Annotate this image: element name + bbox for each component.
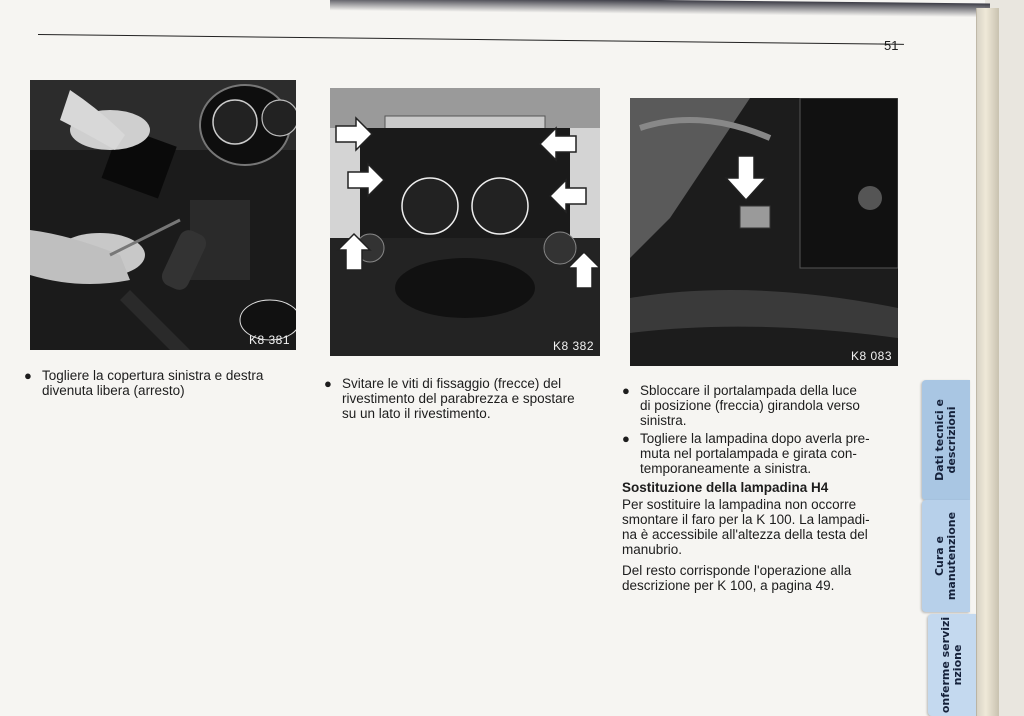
text-line: Togliere la lampadina dopo averla pre- xyxy=(640,431,870,446)
photo-dashboard-cover xyxy=(30,80,296,350)
text-line: divenuta libera (arresto) xyxy=(42,383,185,398)
instruction-bullet xyxy=(24,368,294,398)
text-line: temporaneamente a sinistra. xyxy=(640,461,812,476)
tab-label-line: manutenzione xyxy=(945,511,958,601)
text-line: na è accessibile all'altezza della testa del xyxy=(622,527,868,542)
text-line: Del resto corrisponde l'operazione alla xyxy=(622,563,852,578)
text-line: descrizione per K 100, a pagina 49. xyxy=(622,578,835,593)
photo-label: K8 381 xyxy=(248,333,290,347)
section-heading: Sostituzione della lampadina H4 xyxy=(622,480,829,495)
tab-label xyxy=(934,512,958,600)
text-line: sinistra. xyxy=(640,413,687,428)
tab-label xyxy=(934,399,958,481)
photo-dashboard-cover-image xyxy=(30,80,296,350)
text-line: di posizione (freccia) girandola verso xyxy=(640,398,860,413)
tab-label xyxy=(940,617,964,713)
page-top-shadow xyxy=(330,0,990,17)
tab-technical-data[interactable] xyxy=(922,380,970,500)
bullet-icon: ● xyxy=(24,368,32,383)
paragraph xyxy=(622,497,892,557)
text-line: rivestimento del parabrezza e spostare xyxy=(342,391,575,406)
instruction-bullet xyxy=(622,383,892,428)
column1-text xyxy=(24,368,294,398)
text-line: muta nel portalampada e girata con- xyxy=(640,446,857,461)
bullet-icon: ● xyxy=(324,376,332,391)
text-line: Per sostituire la lampadina non occorre xyxy=(622,497,857,512)
tab-maintenance[interactable] xyxy=(922,500,970,612)
page-number: 51 xyxy=(884,38,899,53)
bullet-icon: ● xyxy=(622,431,630,446)
photo-lamp-holder xyxy=(630,98,898,366)
header-rule xyxy=(38,34,904,45)
photo-windshield-screws-image xyxy=(330,88,600,356)
text-line: manubrio. xyxy=(622,542,683,557)
column3-text xyxy=(622,383,892,593)
photo-windshield-screws xyxy=(330,88,600,356)
photo-label: K8 382 xyxy=(552,339,594,353)
tab-label-line: Dati tecnici e xyxy=(933,399,946,481)
tab-service-confirmation[interactable] xyxy=(928,614,976,716)
text-line: smontare il faro per la K 100. La lampadi- xyxy=(622,512,870,527)
instruction-bullet xyxy=(324,376,596,421)
tab-label-line: nzione xyxy=(951,644,964,686)
tab-label-line: descrizioni xyxy=(945,406,958,474)
photo-lamp-holder-image xyxy=(630,98,898,366)
text-line: Togliere la copertura sinistra e destra xyxy=(42,368,264,383)
column2-text xyxy=(324,376,596,421)
photo-label: K8 083 xyxy=(850,349,892,363)
text-line: Svitare le viti di fissaggio (frecce) del xyxy=(342,376,562,391)
paragraph xyxy=(622,563,892,593)
tab-label-line: Cura e xyxy=(933,535,946,577)
page-edge xyxy=(976,8,999,716)
text-line: Sbloccare il portalampada della luce xyxy=(640,383,857,398)
text-line: su un lato il rivestimento. xyxy=(342,406,491,421)
bullet-icon: ● xyxy=(622,383,630,398)
instruction-bullet xyxy=(622,431,892,476)
tab-label-line: onferme servizi xyxy=(939,616,952,714)
